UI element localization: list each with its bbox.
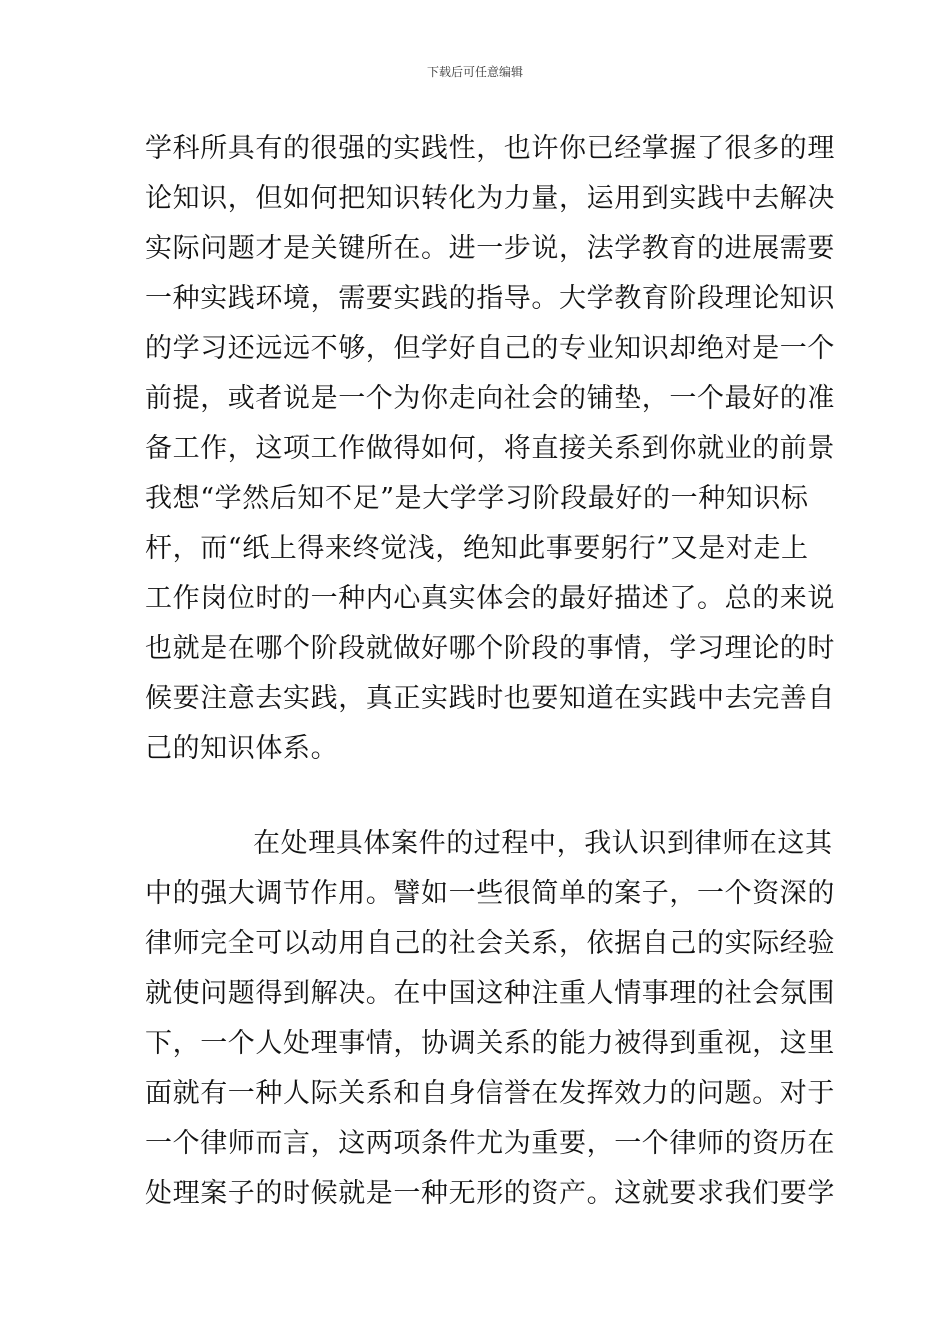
text-line: 中的强大调节作用。譬如一些很简单的案子，一个资深的 (145, 878, 835, 909)
text-line: 杆，而“纸上得来终觉浅，绝知此事要躬行”又是对走上 (145, 533, 809, 564)
text-line: 面就有一种人际关系和自身信誉在发挥效力的问题。对于 (145, 1078, 835, 1109)
text-line: 候要注意去实践，真正实践时也要知道在实践中去完善自 (145, 683, 835, 714)
paragraph-1 (145, 124, 835, 774)
text-line: 工作岗位时的一种内心真实体会的最好描述了。总的来说 (145, 583, 835, 614)
text-line: 我想“学然后知不足”是大学学习阶段最好的一种知识标 (145, 483, 809, 514)
text-line: 就使问题得到解决。在中国这种注重人情事理的社会氛围 (145, 978, 835, 1009)
text-line: 己的知识体系。 (145, 733, 339, 764)
text-line: 一个律师而言，这两项条件尤为重要，一个律师的资历在 (145, 1128, 835, 1159)
text-line: 一种实践环境，需要实践的指导。大学教育阶段理论知识 (145, 283, 835, 314)
text-line: 的学习还远远不够，但学好自己的专业知识却绝对是一个 (145, 333, 835, 364)
text-line: 也就是在哪个阶段就做好哪个阶段的事情，学习理论的时 (145, 633, 835, 664)
text-line: 学科所具有的很强的实践性，也许你已经掌握了很多的理 (145, 133, 835, 164)
text-line: 实际问题才是关键所在。进一步说，法学教育的进展需要 (145, 233, 835, 264)
text-line: 备工作，这项工作做得如何，将直接关系到你就业的前景 (145, 433, 835, 464)
text-line: 论知识，但如何把知识转化为力量，运用到实践中去解决 (145, 183, 835, 214)
text-line: 前提，或者说是一个为你走向社会的铺垫，一个最好的准 (145, 383, 835, 414)
paragraph-2 (145, 819, 835, 1219)
text-line: 下，一个人处理事情，协调关系的能力被得到重视，这里 (145, 1028, 835, 1059)
text-line: 律师完全可以动用自己的社会关系，依据自己的实际经验 (145, 928, 835, 959)
page-header: 下载后可任意编辑 (426, 65, 523, 79)
text-line: 处理案子的时候就是一种无形的资产。这就要求我们要学 (145, 1178, 835, 1209)
text-line: 在处理具体案件的过程中，我认识到律师在这其 (253, 828, 833, 859)
